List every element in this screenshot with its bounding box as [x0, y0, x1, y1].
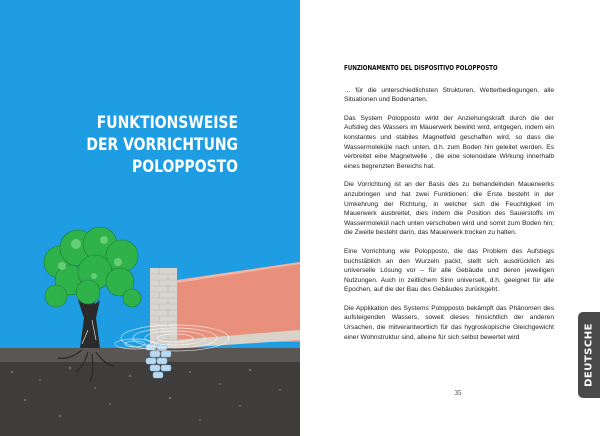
text-column: [344, 64, 554, 351]
page-number: 35: [454, 389, 462, 397]
paragraph: Die Vorrichtung ist an der Basis des zu behandelnden Mauerwerks anzubringen und hat zwei Funktionen: die Erste besteht in der Umkehrung der Richtung, in welcher sich die Feuchtigkeit im Mauerwerk ausbreitet, dies indem die Position des Sauerstoffs im Wassermolekül nach unten verschoben wird und somit zum Boden hin; die Zweite besteht darin, das Mauerwerk trocken zu halten.: [344, 181, 554, 237]
paragraph: Die Applikation des Systems Polopposto bekämpft das Phänomen des aufsteigenden Wassers, soweit dieses hinsichtlich der anderen Ursachen, die mitverantwortlich für das hygroskopische Gleichgewicht einer Wohnstruktur sind, alleine für sich selbst bewertet wird: [344, 304, 554, 341]
right-page: [300, 0, 600, 436]
paragraph: … für die unterschiedlichsten Strukturen, Wetterbedingungen, alle Situationen und Bodenarten.: [344, 86, 554, 104]
wall-back: [177, 262, 300, 342]
title-line: FUNKTIONSWEISE: [96, 113, 238, 133]
title-line: DER VORRICHTUNG: [86, 135, 238, 155]
title-line: POLOPPOSTO: [132, 157, 238, 177]
paragraph: Eine Vorrichtung wie Polopposto, die das Problem des Aufstiegs buchstäblich an den Wurzeln packt, stellt sich ausdrücklich als universelle Lösung vor – für alle Gebäude und deren jeweiligen Nutzungen. Auch in zeitlichem Sinn universell, d.h. geeignet für alle Epochen, auf die der Bau des Gebäudes zurückgeht.: [344, 247, 554, 294]
ground: [0, 362, 300, 436]
page-title: [58, 112, 238, 178]
section-heading: FUNZIONAMENTO DEL DISPOSITIVO POLOPPOSTO: [344, 64, 498, 72]
paragraph: Das System Polopposto wirkt der Anziehungskraft durch die der Aufstieg des Wassers im Mauerwerk bewirkt wird, entgegen, indem ein konstantes und stabiles Magnetfeld geschaffen wird, so dass die Wassermoleküle nach unten, d.h. zum Boden hin geleitet werden. Es verbreitet eine Magnetwelle , die eine solenoidale Wirkung innerhalb eines begrenzten Bereichs hat.: [344, 114, 554, 170]
language-tab: [578, 312, 600, 398]
language-tab-label: DEUTSCHE: [583, 323, 595, 387]
